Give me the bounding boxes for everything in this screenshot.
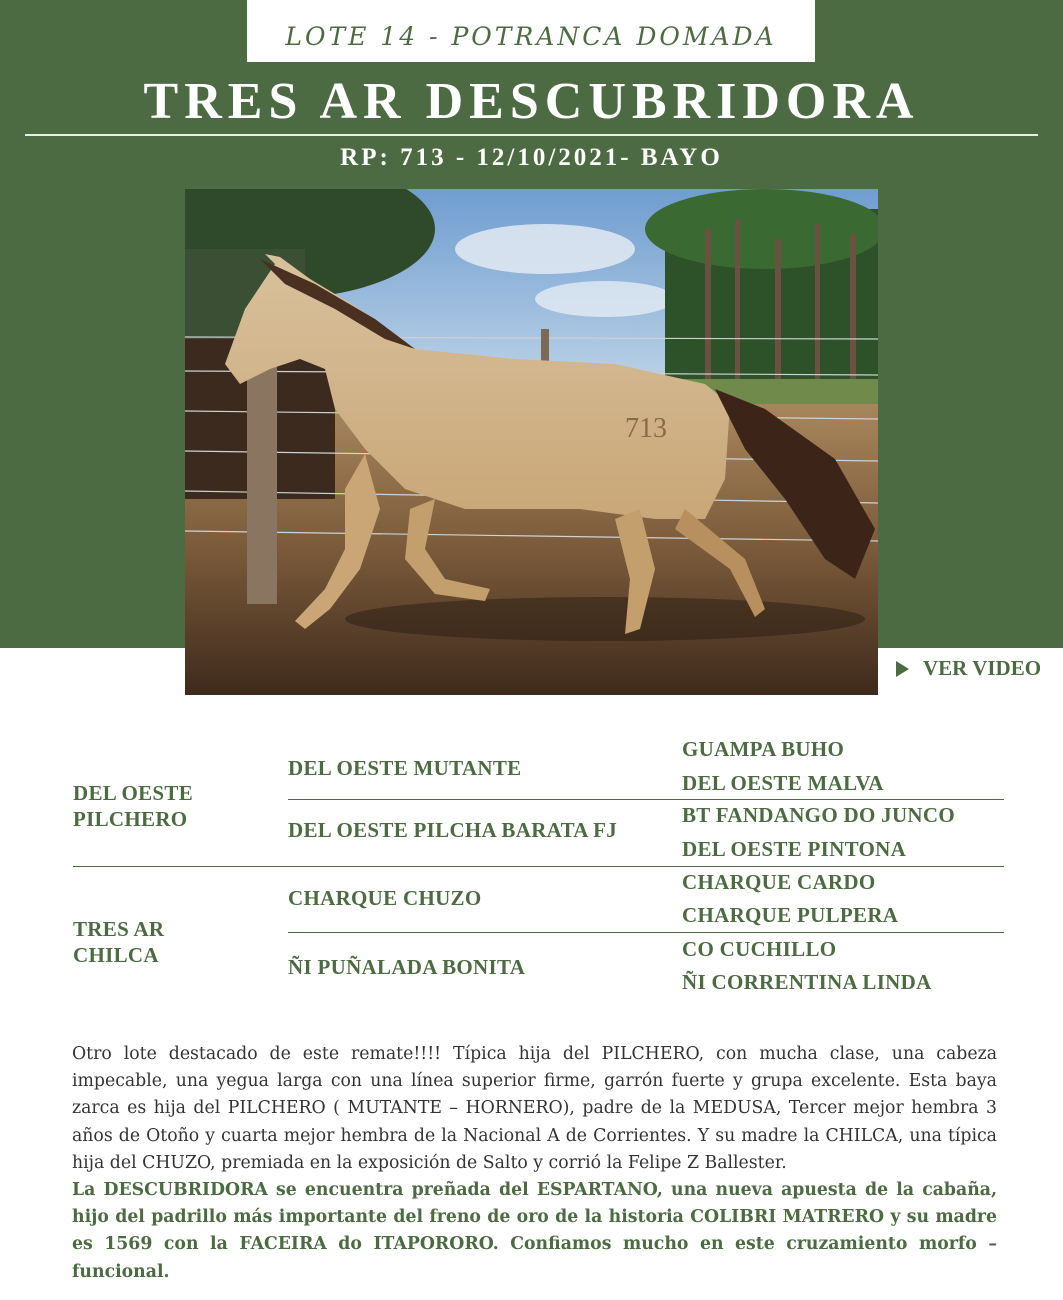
dam-sire-name: CHARQUE CHUZO [288,886,482,910]
g3-name: CO CUCHILLO [682,937,837,961]
ver-video-label: VER VIDEO [923,656,1042,680]
pedigree-divider [288,932,1004,933]
g3-name: BT FANDANGO DO JUNCO [682,803,955,827]
dam-name: TRES AR CHILCA [73,917,165,967]
registration-subtitle: RP: 713 - 12/10/2021- BAYO [340,144,723,171]
lote-label: LOTE 14 - POTRANCA DOMADA [285,21,777,51]
g3-name: DEL OESTE PINTONA [682,837,907,861]
g3-name: DEL OESTE MALVA [682,771,884,795]
lote-label-box [247,0,815,62]
ver-video-link[interactable] [896,656,1041,681]
sire-dam-name: DEL OESTE PILCHA BARATA FJ [288,818,618,842]
g3-name: ÑI CORRENTINA LINDA [682,970,932,994]
horse-name-title: TRES AR DESCUBRIDORA [143,73,920,130]
description-highlight: La DESCUBRIDORA se encuentra preñada del ESPARTANO, una nueva apuesta de la cabaña, hijo del padrillo más importante del freno de oro de la historia COLIBRI MATRERO y su madre es 1569 con la FACEIRA do ITAPORORO. Confiamos mucho en este cruzamiento morfo – funcional. [72,1180,997,1282]
dam-dam-name: ÑI PUÑALADA BONITA [288,955,526,979]
g3-name: GUAMPA BUHO [682,737,845,761]
sire-sire-name: DEL OESTE MUTANTE [288,756,522,780]
g3-name: CHARQUE PULPERA [682,903,899,927]
title-divider [25,134,1038,136]
pedigree-divider [73,866,1004,867]
sire-name: DEL OESTE PILCHERO [73,781,194,831]
horse-photo [185,189,878,695]
pedigree-divider [288,799,1004,800]
g3-name: CHARQUE CARDO [682,870,876,894]
brand-mark: 713 [625,413,667,444]
play-icon [896,661,909,677]
description-text: Otro lote destacado de este remate!!!! Típica hija del PILCHERO, con mucha clase, una cabeza impecable, una yegua larga con una línea superior firme, garrón fuerte y grupa excelente. Esta baya zarca es hija del PILCHERO ( MUTANTE – HORNERO), padre de la MEDUSA, Tercer mejor hembra 3 años de Otoño y cuarta mejor hembra de la Nacional A de Corrientes. Y su madre la CHILCA, una típica hija del CHUZO, premiada en la exposición de Salto y corrió la Felipe Z Ballester. [72,1044,997,1173]
